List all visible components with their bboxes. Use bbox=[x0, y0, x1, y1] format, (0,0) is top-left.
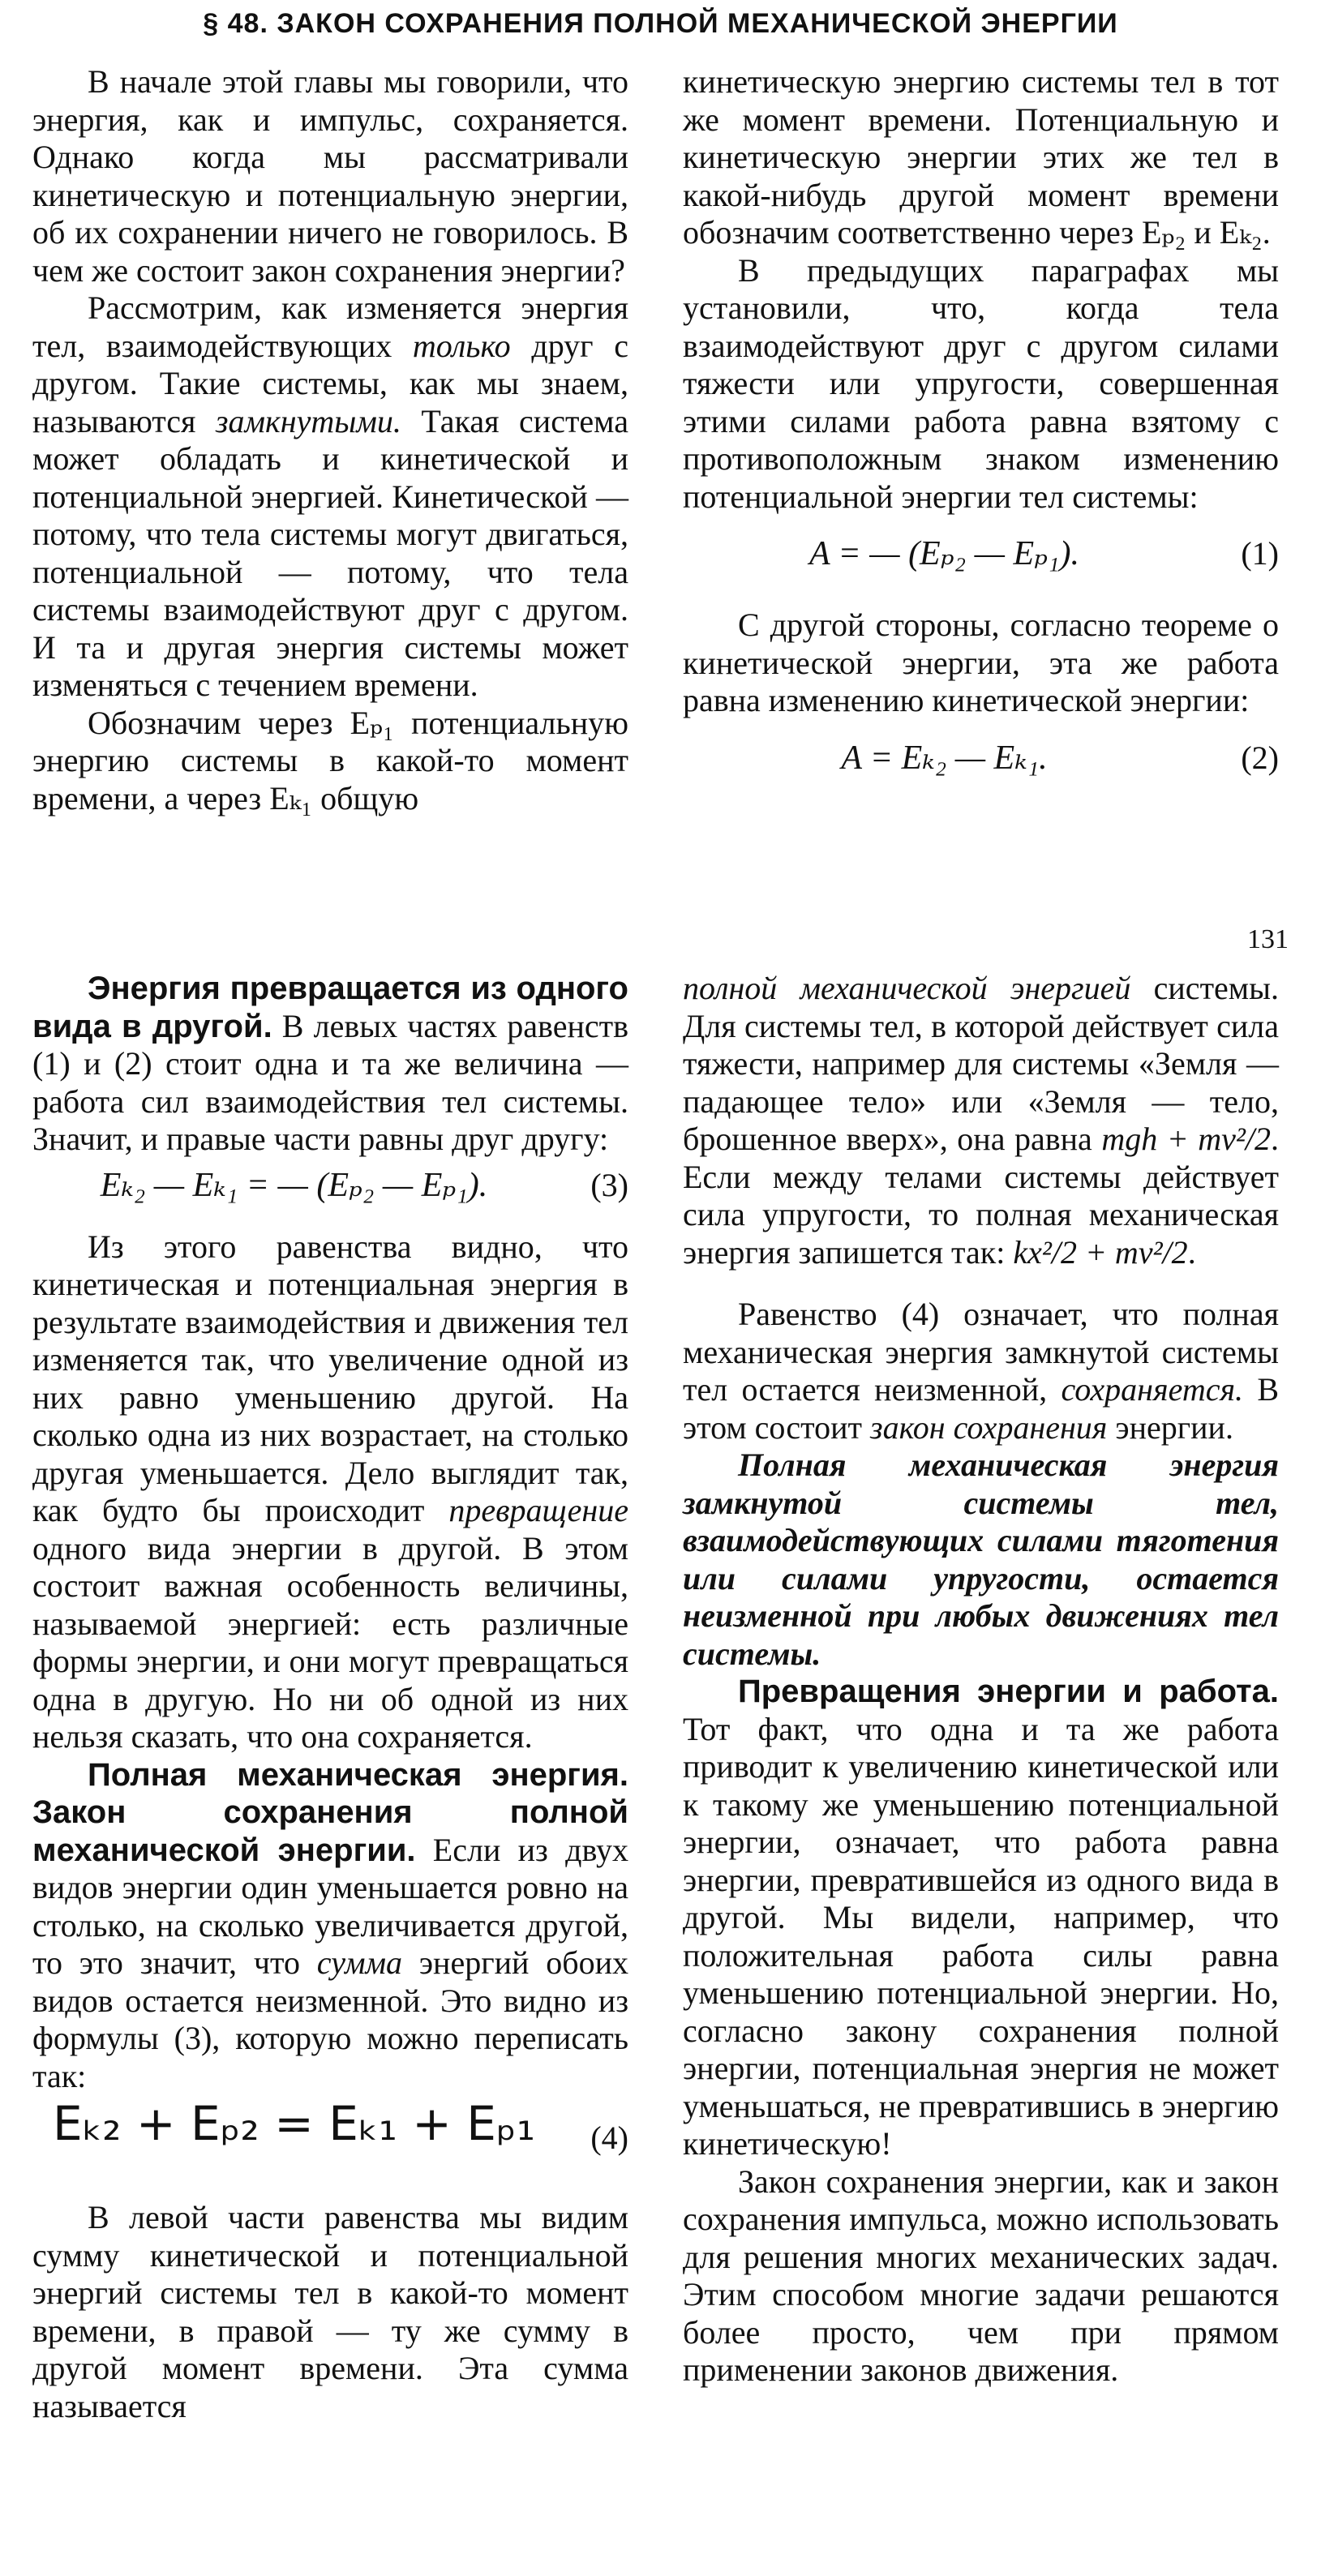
equation-number: (4) bbox=[590, 2120, 628, 2156]
paragraph: кинетическую энергию системы тел в тот же момент времени. Потенциальную и кинетическую энергии этих же тел в какой-нибудь другой момент времени обозначим соответственно через Eₚ₂ и Eₖ₂. bbox=[683, 63, 1279, 251]
text-run: Из этого равенства видно, что кинетическая и потенциальная энергия в результате взаимодействия и движения тел изменяется так, что увеличение одной из них равно уменьшению другой. На сколько одна из них возрастает, на столько другая уменьшается. Дело выглядит так, как будто бы происходит bbox=[32, 1228, 628, 1528]
page-number: 131 bbox=[1247, 924, 1289, 954]
text-run: В левых частях равенств (1) и (2) стоит одна и та же величина — работа сил взаимодействия тел системы. Значит, и правые части равны друг другу: bbox=[32, 1007, 628, 1157]
text-run: Тот факт, что одна и та же работа приводит к увеличению кинетической или к такому же уменьшению потенциальной энергии, означает, что работа равна энергии, превратившейся из одного вида в другой. Мы видели, например, что положительная работа силы равна уменьшению потенциальной энергии. Но, согласно закону сохранения полной энергии, потенциальная энергия не может уменьшаться, не превратившись в энергию кинетическую! bbox=[683, 1710, 1279, 2162]
italic-text: только bbox=[412, 327, 511, 364]
paragraph: В предыдущих параграфах мы установили, что, когда тела взаимодействуют друг с другом силами тяжести или упругости, совершенная этими силами работа равна взятому с противоположным знаком изменению потенциальной энергии тел системы: bbox=[683, 251, 1279, 515]
equation-number: (2) bbox=[1241, 739, 1279, 776]
paragraph: С другой стороны, согласно теореме о кинетической энергии, эта же работа равна изменению кинетической энергии: bbox=[683, 606, 1279, 718]
equation-number: (3) bbox=[590, 1166, 628, 1203]
law-statement: Полная механическая энергия замкнутой системы тел, взаимодействующих силами тяготения или силами упругости, остается неизменной при любых движениях тел системы. bbox=[683, 1447, 1279, 1672]
text-run: друг с другом. Такие системы, как мы знаем, называются bbox=[32, 327, 628, 439]
bottom-left-column bbox=[32, 970, 628, 2425]
equation-1 bbox=[683, 516, 1279, 606]
paragraph: Обозначим через Eₚ₁ потенциальную энергию системы в какой-то момент времени, а через Eₖ₁ общую bbox=[32, 704, 628, 817]
paragraph bbox=[32, 1756, 628, 2096]
equation-text: Eₖ₂ + Eₚ₂ = Eₖ₁ + Eₚ₁ bbox=[52, 2096, 536, 2151]
italic-text: сохраняется. bbox=[1061, 1371, 1244, 1408]
text-run: В этом состоит bbox=[683, 1371, 1279, 1446]
bold-heading: Превращения энергии и работа. bbox=[738, 1674, 1279, 1709]
equation-text: A = — (Eₚ₂ — Eₚ₁). bbox=[808, 535, 1079, 572]
italic-text: сумма bbox=[316, 1944, 403, 1981]
italic-text: закон сохранения bbox=[870, 1408, 1108, 1446]
equation-4 bbox=[32, 2095, 628, 2199]
paragraph bbox=[683, 1296, 1279, 1447]
paragraph bbox=[683, 1673, 1279, 2163]
equation-2 bbox=[683, 720, 1279, 811]
equation-3 bbox=[32, 1159, 628, 1228]
section-title: § 48. ЗАКОН СОХРАНЕНИЯ ПОЛНОЙ МЕХАНИЧЕСКОЙ ЭНЕРГИИ bbox=[203, 8, 1118, 39]
text-run: энергии. bbox=[1107, 1408, 1233, 1446]
text-run: одного вида энергии в другой. В этом состоит важная особенность величины, называемой энергией: есть различные формы энергии, и они могут превращаться одна в другую. Но ни об одной из них нельзя сказать, что она сохраняется. bbox=[32, 1529, 628, 1755]
italic-text: полной механической энергией bbox=[683, 970, 1131, 1006]
italic-text: превращение bbox=[448, 1492, 628, 1528]
equation-text: A = Eₖ₂ — Eₖ₁. bbox=[841, 739, 1048, 777]
paragraph bbox=[32, 970, 628, 1159]
text-run: . Если между телами системы действует сила упругости, то полная механическая энергия запишется так: bbox=[683, 1121, 1280, 1271]
text-run: Равенство (4) означает, что полная механическая энергия замкнутой системы тел остается неизменной, bbox=[683, 1296, 1279, 1408]
italic-text: замкнутыми. bbox=[215, 402, 401, 439]
bold-heading: Энергия превращается из одного вида в другой. bbox=[32, 971, 628, 1044]
inline-formula: mgh + mv²/2 bbox=[1101, 1121, 1272, 1157]
paragraph: Закон сохранения энергии, как и закон сохранения импульса, можно использовать для решения многих механических задач. Этим способом многие задачи решаются более просто, чем при прямом применении законов движения. bbox=[683, 2162, 1279, 2388]
text-run: . bbox=[1187, 1233, 1196, 1271]
top-right-column bbox=[683, 63, 1279, 811]
bottom-right-column bbox=[683, 970, 1279, 2390]
inline-formula: kx²/2 + mv²/2 bbox=[1013, 1233, 1188, 1271]
bold-heading: Полная механическая энергия. Закон сохранения полной механической энергии. bbox=[32, 1756, 628, 1868]
text-run: системы. Для системы тел, в которой действует сила тяжести, например для системы «Земля — падающее тело» или «Земля — тело, брошенное вверх», она равна bbox=[683, 970, 1279, 1157]
paragraph bbox=[32, 1228, 628, 1756]
paragraph: В начале этой главы мы говорили, что энергия, как и импульс, сохраняется. Однако когда мы рассматривали кинетическую и потенциальную энергии, об их сохранении ничего не говорилось. В чем же состоит закон сохранения энергии? bbox=[32, 63, 628, 289]
equation-text: Eₖ₂ — Eₖ₁ = — (Eₚ₂ — Eₚ₁). bbox=[100, 1166, 488, 1204]
text-run: энергий обоих видов остается неизменной. Это видно из формулы (3), которую можно переписать так: bbox=[32, 1944, 628, 2094]
paragraph bbox=[683, 970, 1279, 1271]
text-run: Рассмотрим, как изменяется энергия тел, взаимодействующих bbox=[32, 289, 628, 364]
equation-number: (1) bbox=[1241, 535, 1279, 572]
text-run: Такая система может обладать и кинетической и потенциальной энергией. Кинетической — потому, что тела системы могут двигаться, потенциальной — потому, что тела системы взаимодействуют друг с другом. И та и другая энергия системы может изменяться с течением времени. bbox=[32, 402, 628, 703]
paragraph bbox=[32, 289, 628, 705]
paragraph: В левой части равенства мы видим сумму кинетической и потенциальной энергий системы тел в какой-то момент времени, в правой — ту же сумму в другой момент времени. Эта сумма называется bbox=[32, 2199, 628, 2424]
top-left-column bbox=[32, 63, 628, 817]
text-run: Если из двух видов энергии один уменьшается ровно на столько, на сколько увеличивается другой, то это значит, что bbox=[32, 1831, 628, 1981]
